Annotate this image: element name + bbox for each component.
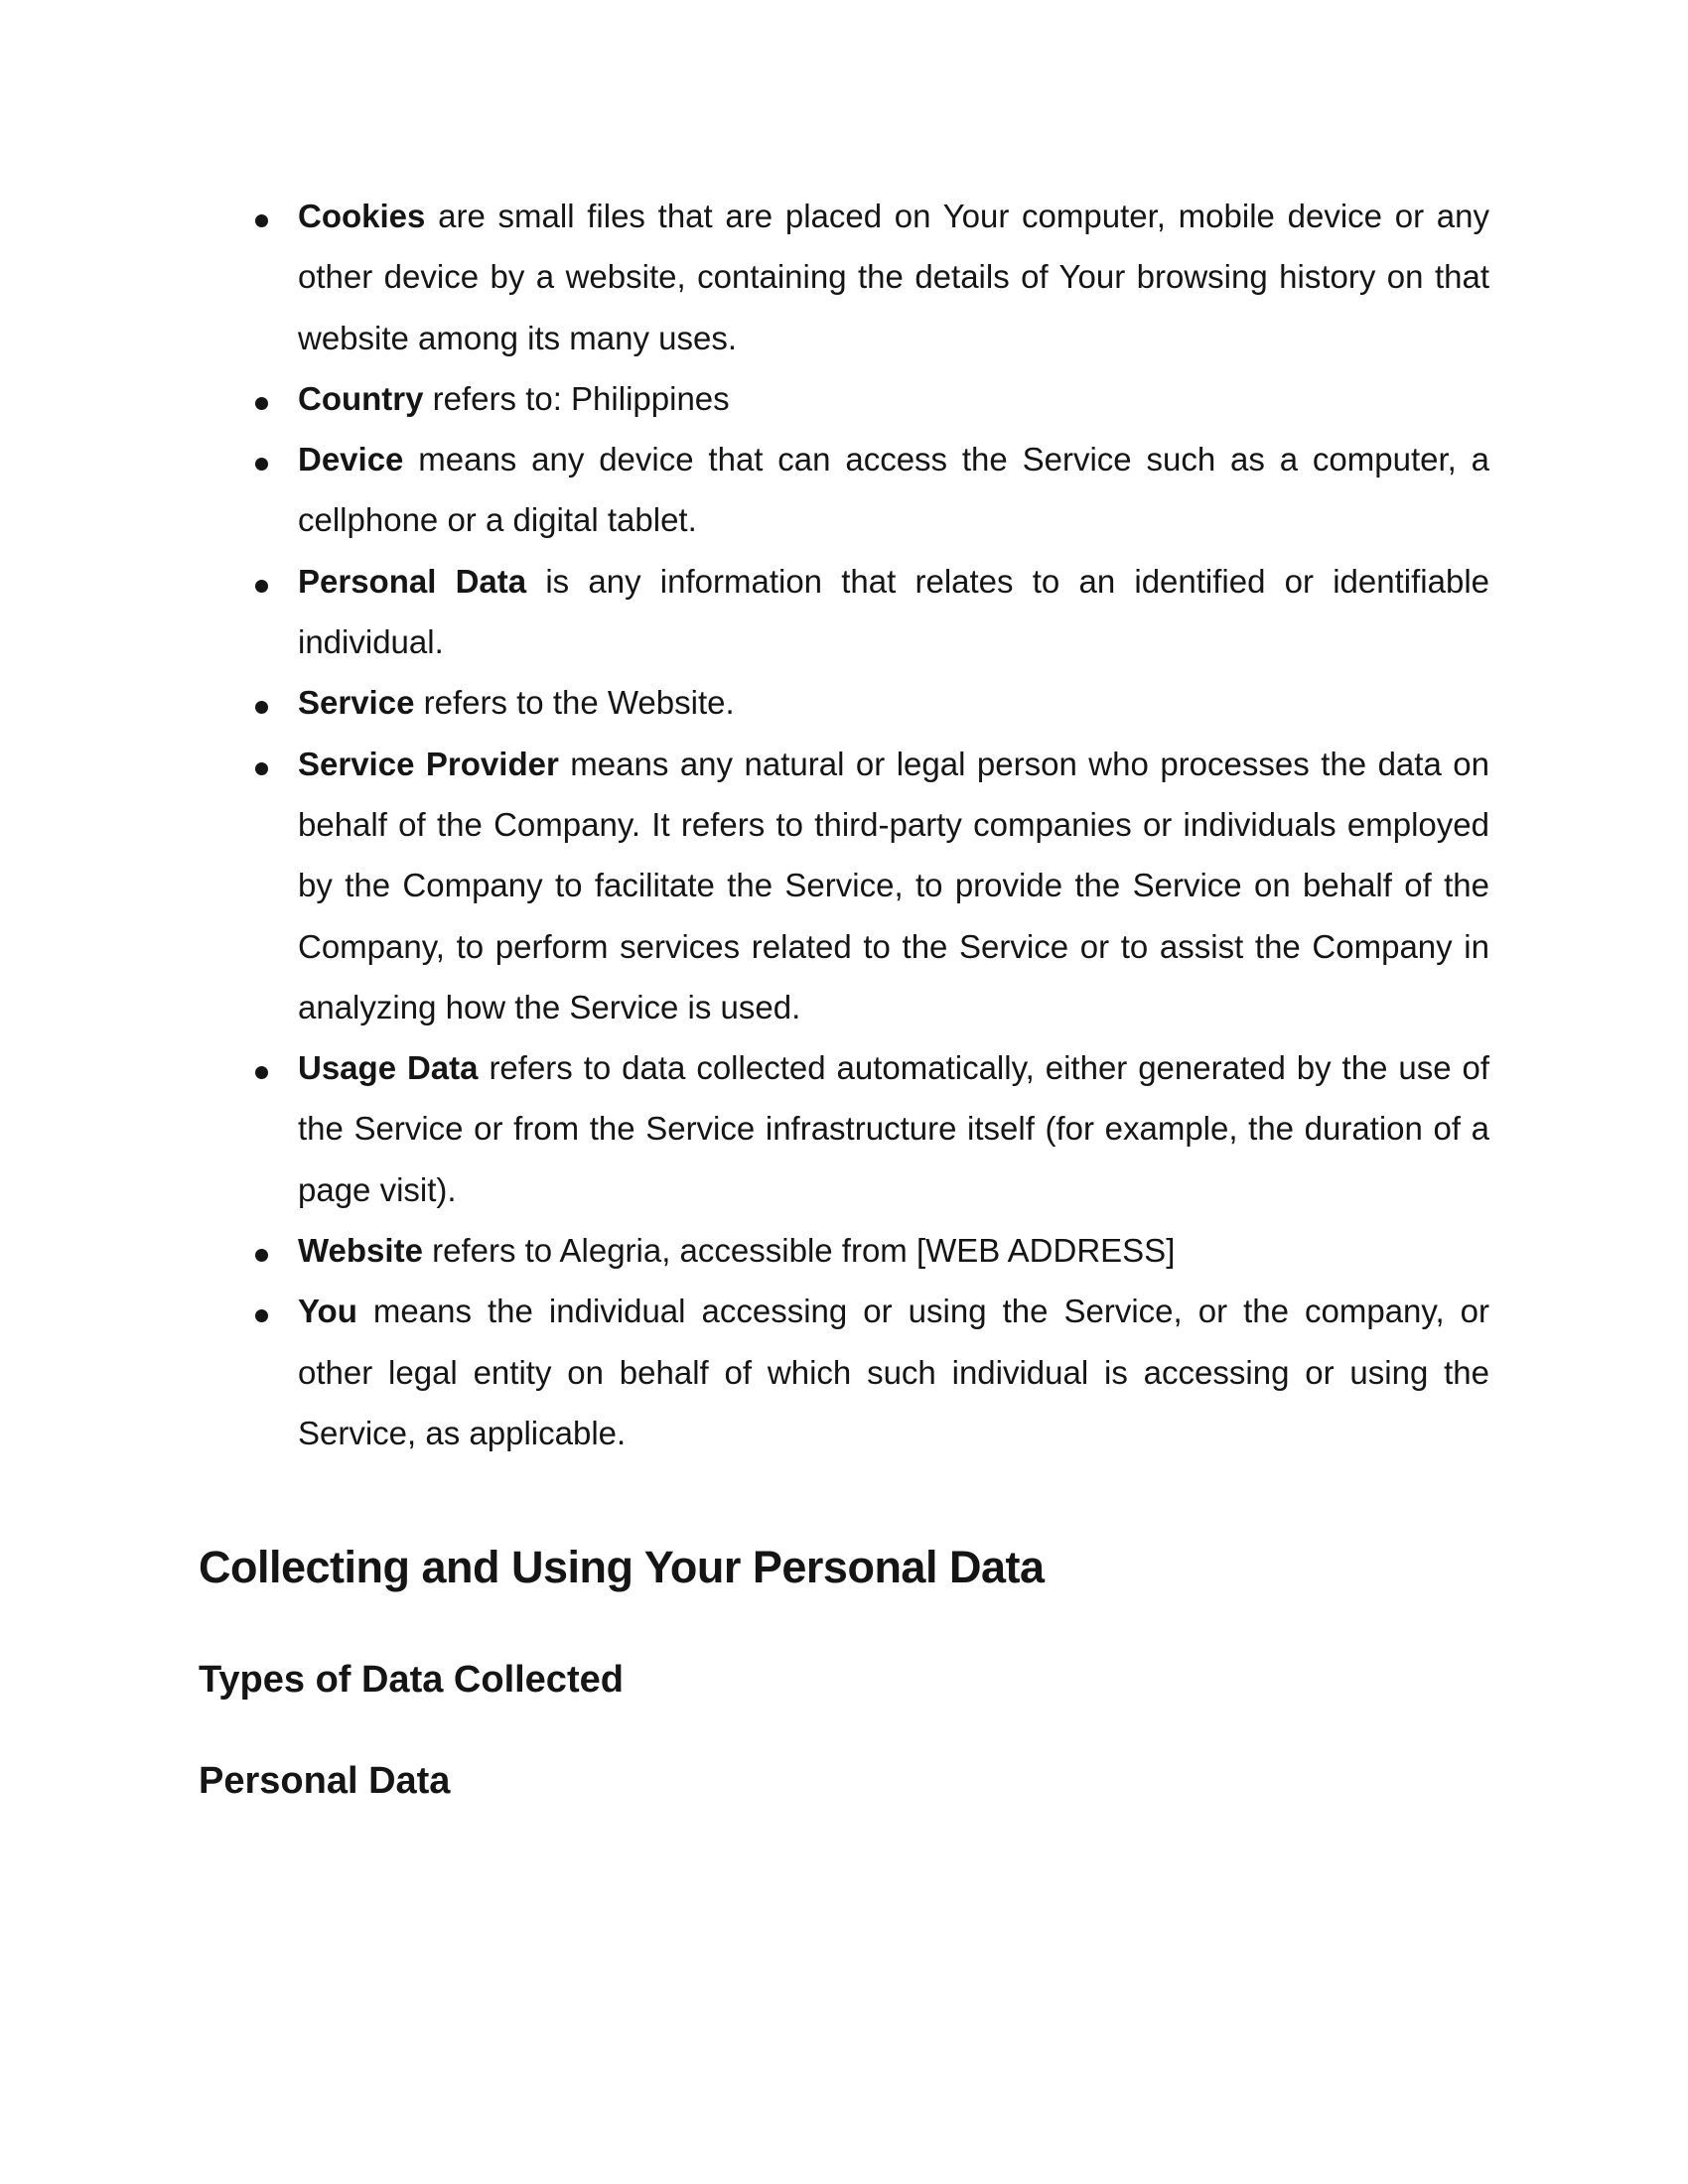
bullet-icon xyxy=(255,762,268,775)
list-item xyxy=(199,551,1489,673)
list-item xyxy=(199,186,1489,368)
list-item xyxy=(199,1037,1489,1220)
list-item xyxy=(199,1281,1489,1463)
definition-text: means any natural or legal person who processes the data on behalf of the Company. It refers to third-party companies or individuals employed by the Company to facilitate the Service, to provide the Service on behalf of the Company, to perform services related to the Service or to assist the Company in analyzing how the Service is used. xyxy=(298,745,1489,1025)
definition-text: means the individual accessing or using the Service, or the company, or other legal entity on behalf of which such individual is accessing or using the Service, as applicable. xyxy=(298,1293,1489,1451)
definition-text: are small files that are placed on Your computer, mobile device or any other device by a website, containing the details of Your browsing history on that website among its many uses. xyxy=(298,198,1489,356)
bullet-icon xyxy=(255,1309,268,1322)
list-item xyxy=(199,734,1489,1037)
definition-text: refers to the Website. xyxy=(414,684,735,722)
bullet-icon xyxy=(255,1249,268,1262)
definition-text: refers to Alegria, accessible from [WEB ADDRESS] xyxy=(422,1232,1176,1270)
list-item xyxy=(199,672,1489,733)
section-heading: Collecting and Using Your Personal Data xyxy=(199,1542,1045,1592)
term-label: Service Provider xyxy=(298,745,559,782)
bullet-icon xyxy=(255,1066,268,1079)
bullet-icon xyxy=(255,458,268,471)
definition-text: refers to data collected automatically, either generated by the use of the Service or from the Service infrastructure itself (for example, the duration of a page visit). xyxy=(298,1049,1490,1208)
definition-text: refers to: Philippines xyxy=(423,379,730,417)
term-label: Personal Data xyxy=(298,562,527,600)
term-label: Cookies xyxy=(298,198,426,234)
term-label: Country xyxy=(298,379,424,417)
bullet-icon xyxy=(255,214,268,227)
bullet-icon xyxy=(255,580,268,593)
list-item xyxy=(199,368,1489,429)
definition-text: is any information that relates to an identified or identifiable individual. xyxy=(298,562,1490,661)
term-label: Usage Data xyxy=(298,1049,479,1087)
list-item xyxy=(199,1220,1489,1281)
bullet-icon xyxy=(255,397,268,410)
term-label: Service xyxy=(298,684,415,722)
term-label: Website xyxy=(298,1232,423,1270)
definitions-list xyxy=(199,186,1489,1463)
definition-text: means any device that can access the Service such as a computer, a cellphone or a digital tablet. xyxy=(298,441,1489,539)
bullet-icon xyxy=(255,701,268,714)
list-item xyxy=(199,429,1489,551)
subsubsection-heading: Personal Data xyxy=(199,1760,451,1802)
subsection-heading: Types of Data Collected xyxy=(199,1659,624,1701)
term-label: Device xyxy=(298,441,404,478)
term-label: You xyxy=(298,1293,357,1330)
